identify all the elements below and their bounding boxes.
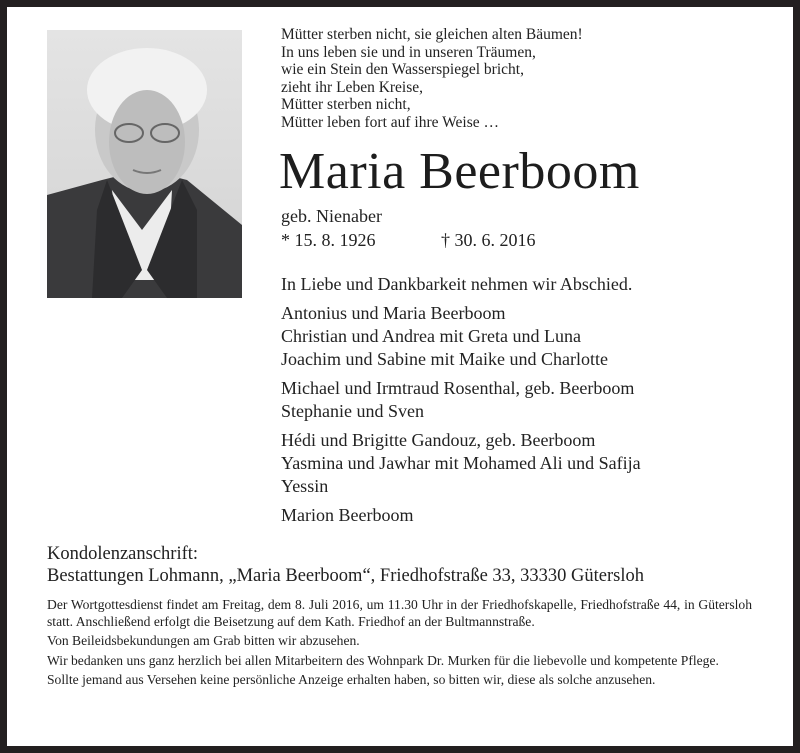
maiden-name: geb. Nienaber [281,206,382,226]
poem-line: Mütter leben fort auf ihre Weise … [281,113,499,131]
condolence-address-text: Bestattungen Lohmann, „Maria Beerboom“, Friedhofstraße 33, 33330 Gütersloh [47,566,644,586]
mourners [281,273,641,527]
mourner-line: Yessin [281,476,329,496]
mourner-line: Stephanie und Sven [281,401,424,421]
poem-line: In uns leben sie und in unseren Träumen, [281,43,536,61]
mourner-group [281,302,641,371]
poem [281,26,583,132]
poem-line: Mütter sterben nicht, [281,96,411,114]
mourner-line: Christian und Andrea mit Greta und Luna [281,326,581,346]
mourners-intro: In Liebe und Dankbarkeit nehmen wir Abschied. [281,274,633,294]
condolence-request-note: Von Beileidsbekundungen am Grab bitten wir abzusehen. [47,633,360,649]
condolence-label: Kondolenzanschrift: [47,544,199,564]
birth-date: * 15. 8. 1926 [281,230,376,250]
mourner-group [281,504,641,527]
notice-note: Sollte jemand aus Versehen keine persönliche Anzeige erhalten haben, so bitten wir, diese als solche anzusehen. [47,672,656,688]
life-dates [281,230,681,251]
mourner-line: Michael und Irmtraud Rosenthal, geb. Beerboom [281,378,635,398]
mourner-line: Yasmina und Jawhar mit Mohamed Ali und Safija [281,453,641,473]
deceased-name: Maria Beerboom [279,143,640,200]
mourner-line: Hédi und Brigitte Gandouz, geb. Beerboom [281,430,596,450]
mourner-group [281,377,641,423]
notes [47,597,752,692]
poem-line: wie ein Stein den Wasserspiegel bricht, [281,61,524,79]
poem-line: zieht ihr Leben Kreise, [281,78,424,96]
mourner-line: Antonius und Maria Beerboom [281,303,506,323]
portrait-photo [47,30,242,298]
death-date: † 30. 6. 2016 [441,230,536,250]
mourner-line: Joachim und Sabine mit Maike und Charlotte [281,349,608,369]
thanks-note: Wir bedanken uns ganz herzlich bei allen Mitarbeitern des Wohnpark Dr. Murken für die liebevolle und kompetente Pflege. [47,652,719,668]
funeral-service-note: Der Wortgottesdienst findet am Freitag, dem 8. Juli 2016, um 11.30 Uhr in der Friedhofskapelle, Friedhofstraße 44, in Gütersloh statt. Anschließend erfolgt die Beisetzung auf dem Kath. Friedhof an der Bultmannstraße. [47,597,752,629]
condolence-address [47,543,644,587]
mourner-line: Marion Beerboom [281,505,414,525]
mourner-group [281,429,641,498]
poem-line: Mütter sterben nicht, sie gleichen alten Bäumen! [281,26,583,43]
